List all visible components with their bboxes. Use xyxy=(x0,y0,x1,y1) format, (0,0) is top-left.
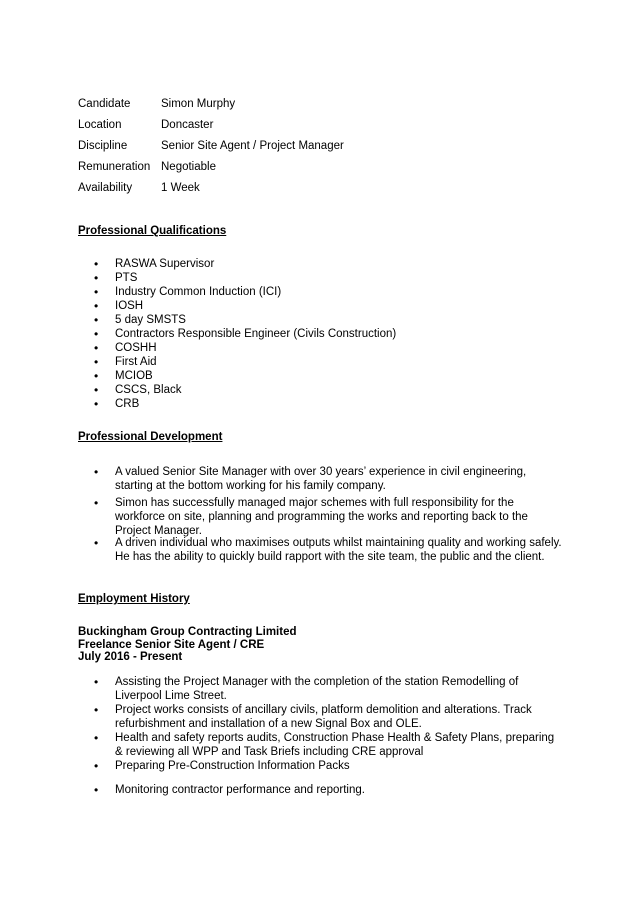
detail-label: Availability xyxy=(78,182,133,194)
employment-heading: Employment History xyxy=(78,593,190,605)
development-list xyxy=(94,465,564,493)
detail-label: Discipline xyxy=(78,140,128,152)
detail-value: Senior Site Agent / Project Manager xyxy=(161,140,344,152)
detail-row-candidate xyxy=(78,97,344,118)
detail-value: 1 Week xyxy=(161,182,200,194)
detail-value: Negotiable xyxy=(161,161,216,173)
detail-row-remuneration xyxy=(78,160,344,181)
qualifications-heading: Professional Qualifications xyxy=(78,225,227,237)
qualifications-list xyxy=(94,257,564,411)
list-item: • CSCS, Black xyxy=(94,383,564,397)
job-title: Freelance Senior Site Agent / CRE xyxy=(78,638,265,651)
list-item: • Simon has successfully managed major schemes with full responsibility for the workforce on site, planning and programming the works and reporting back to the Project Manager. xyxy=(94,496,564,538)
detail-label: Remuneration xyxy=(78,161,151,173)
list-item: • Project works consists of ancillary civils, platform demolition and alterations. Track refurbishment and installation of a new Signal Box and OLE. xyxy=(94,703,564,731)
development-list xyxy=(94,536,564,564)
list-item: • COSHH xyxy=(94,341,564,355)
development-list xyxy=(94,496,564,538)
detail-value: Doncaster xyxy=(161,119,214,131)
detail-row-discipline xyxy=(78,139,344,160)
employment-duties-list xyxy=(94,783,564,797)
list-item: • PTS xyxy=(94,271,564,285)
development-heading: Professional Development xyxy=(78,431,223,443)
list-item: • First Aid xyxy=(94,355,564,369)
employment-duties-list xyxy=(94,675,564,773)
detail-value: Simon Murphy xyxy=(161,98,236,110)
detail-row-location xyxy=(78,118,344,139)
list-item: • Health and safety reports audits, Construction Phase Health & Safety Plans, preparing & reviewing all WPP and Task Briefs including CRE approval xyxy=(94,731,564,759)
list-item: • Assisting the Project Manager with the completion of the station Remodelling of Liverpool Lime Street. xyxy=(94,675,564,703)
employment-dates: July 2016 - Present xyxy=(78,651,183,663)
list-item: • 5 day SMSTS xyxy=(94,313,564,327)
list-item: • MCIOB xyxy=(94,369,564,383)
list-item: • Preparing Pre-Construction Information Packs xyxy=(94,759,564,773)
candidate-details xyxy=(78,97,344,202)
list-item: • CRB xyxy=(94,397,564,411)
list-item: • A valued Senior Site Manager with over 30 years’ experience in civil engineering, starting at the bottom working for his family company. xyxy=(94,465,564,493)
company-name: Buckingham Group Contracting Limited xyxy=(78,626,297,638)
detail-row-availability xyxy=(78,181,344,202)
employment-entry-header xyxy=(78,626,297,664)
list-item: • Monitoring contractor performance and reporting. xyxy=(94,783,564,797)
list-item: • A driven individual who maximises outputs whilst maintaining quality and working safely. He has the ability to quickly build rapport with the site team, the public and the client. xyxy=(94,536,564,564)
list-item: • Industry Common Induction (ICI) xyxy=(94,285,564,299)
list-item: • Contractors Responsible Engineer (Civils Construction) xyxy=(94,327,564,341)
list-item: • RASWA Supervisor xyxy=(94,257,564,271)
list-item: • IOSH xyxy=(94,299,564,313)
detail-label: Candidate xyxy=(78,98,131,110)
detail-label: Location xyxy=(78,119,122,131)
